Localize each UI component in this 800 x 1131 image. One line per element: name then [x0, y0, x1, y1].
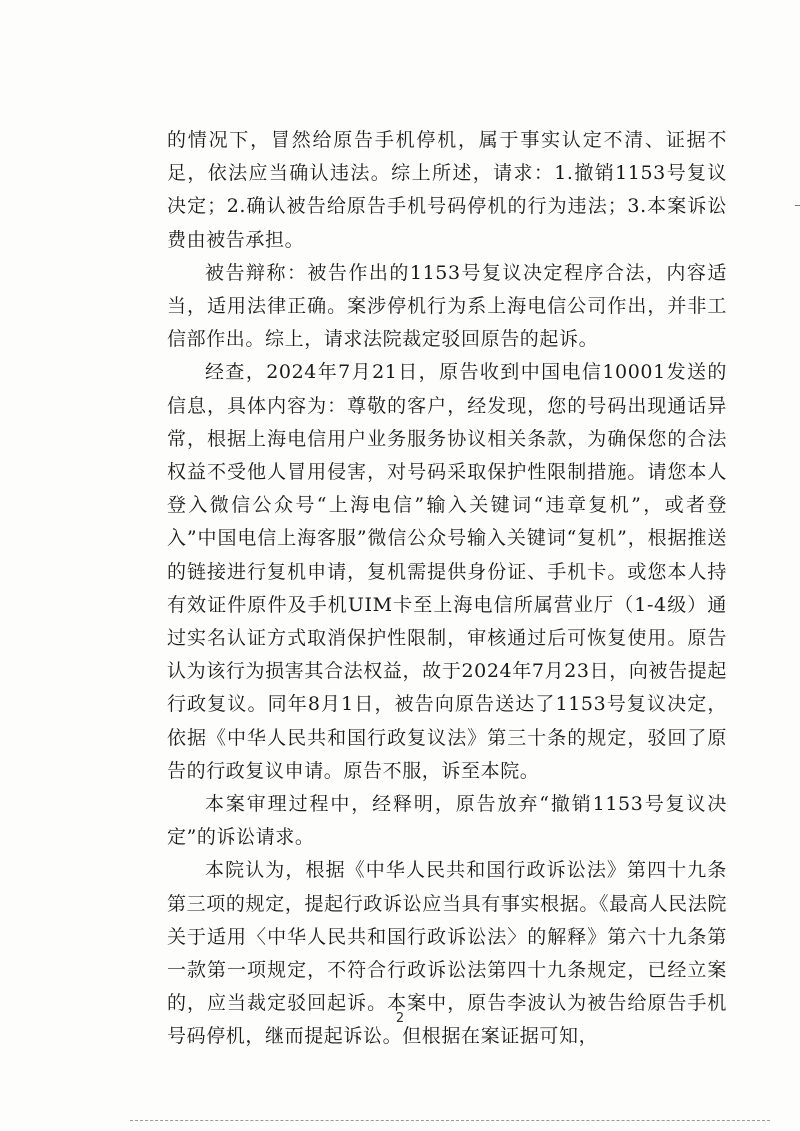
scan-edge-line — [130, 1120, 770, 1121]
paragraph-court-opinion: 本院认为，根据《中华人民共和国行政诉讼法》第四十九条第三项的规定，提起行政诉讼应当具有事实根据。《最高人民法院关于适用〈中华人民共和国行政诉讼法〉的解释》第六十九条第一款第一项规定，不符合行政诉讼法第四十九条规定，已经立案的，应当裁定驳回起诉。本案中，原告李波认为被告给原告手机号码停机，继而提起诉讼。但根据在案证据可知， — [167, 859, 727, 1048]
paragraph-facts: 经查，2024年7月21日，原告收到中国电信10001发送的信息，具体内容为：尊敬的客户，经发现，您的号码出现通话异常，根据上海电信用户业务服务协议相关条款，为确保您的合法权益不受他人冒用侵害，对号码采取保护性限制措施。请您本人登入微信公众号“上海电信”输入关键词“违章复机”，或者登入”中国电信上海客服”微信公众号输入关键词“复机”，根据推送的链接进行复机申请，复机需提供身份证、手机卡。或您本人持有效证件原件及手机UIM卡至上海电信所属营业厅（1-4级）通过实名认证方式取消保护性限制，审核通过后可恢复使用。原告认为该行为损害其合法权益，故于2024年7月23日，向被告提起行政复议。同年8月1日，被告向原告送达了1153号复议决定，依据《中华人民共和国行政复议法》第三十条的规定，驳回了原告的行政复议申请。原告不服，诉至本院。 — [167, 361, 727, 782]
paragraph-trial-process: 本案审理过程中，经释明，原告放弃“撤销1153号复议决定”的诉讼请求。 — [167, 793, 727, 849]
scan-edge-mark — [795, 205, 800, 206]
paragraph-continuation: 的情况下，冒然给原告手机停机，属于事实认定不清、证据不足，依法应当确认违法。综上所述，请求：1.撤销1153号复议决定；2.确认被告给原告手机号码停机的行为违法；3.本案诉讼费由被告承担。 — [167, 129, 727, 251]
page-number: 2 — [395, 1011, 405, 1026]
document-body — [167, 124, 727, 1054]
paragraph-defendant-argument: 被告辩称：被告作出的1153号复议决定程序合法，内容适当，适用法律正确。案涉停机行为系上海电信公司作出，并非工信部作出。综上，请求法院裁定驳回原告的起诉。 — [167, 261, 727, 351]
